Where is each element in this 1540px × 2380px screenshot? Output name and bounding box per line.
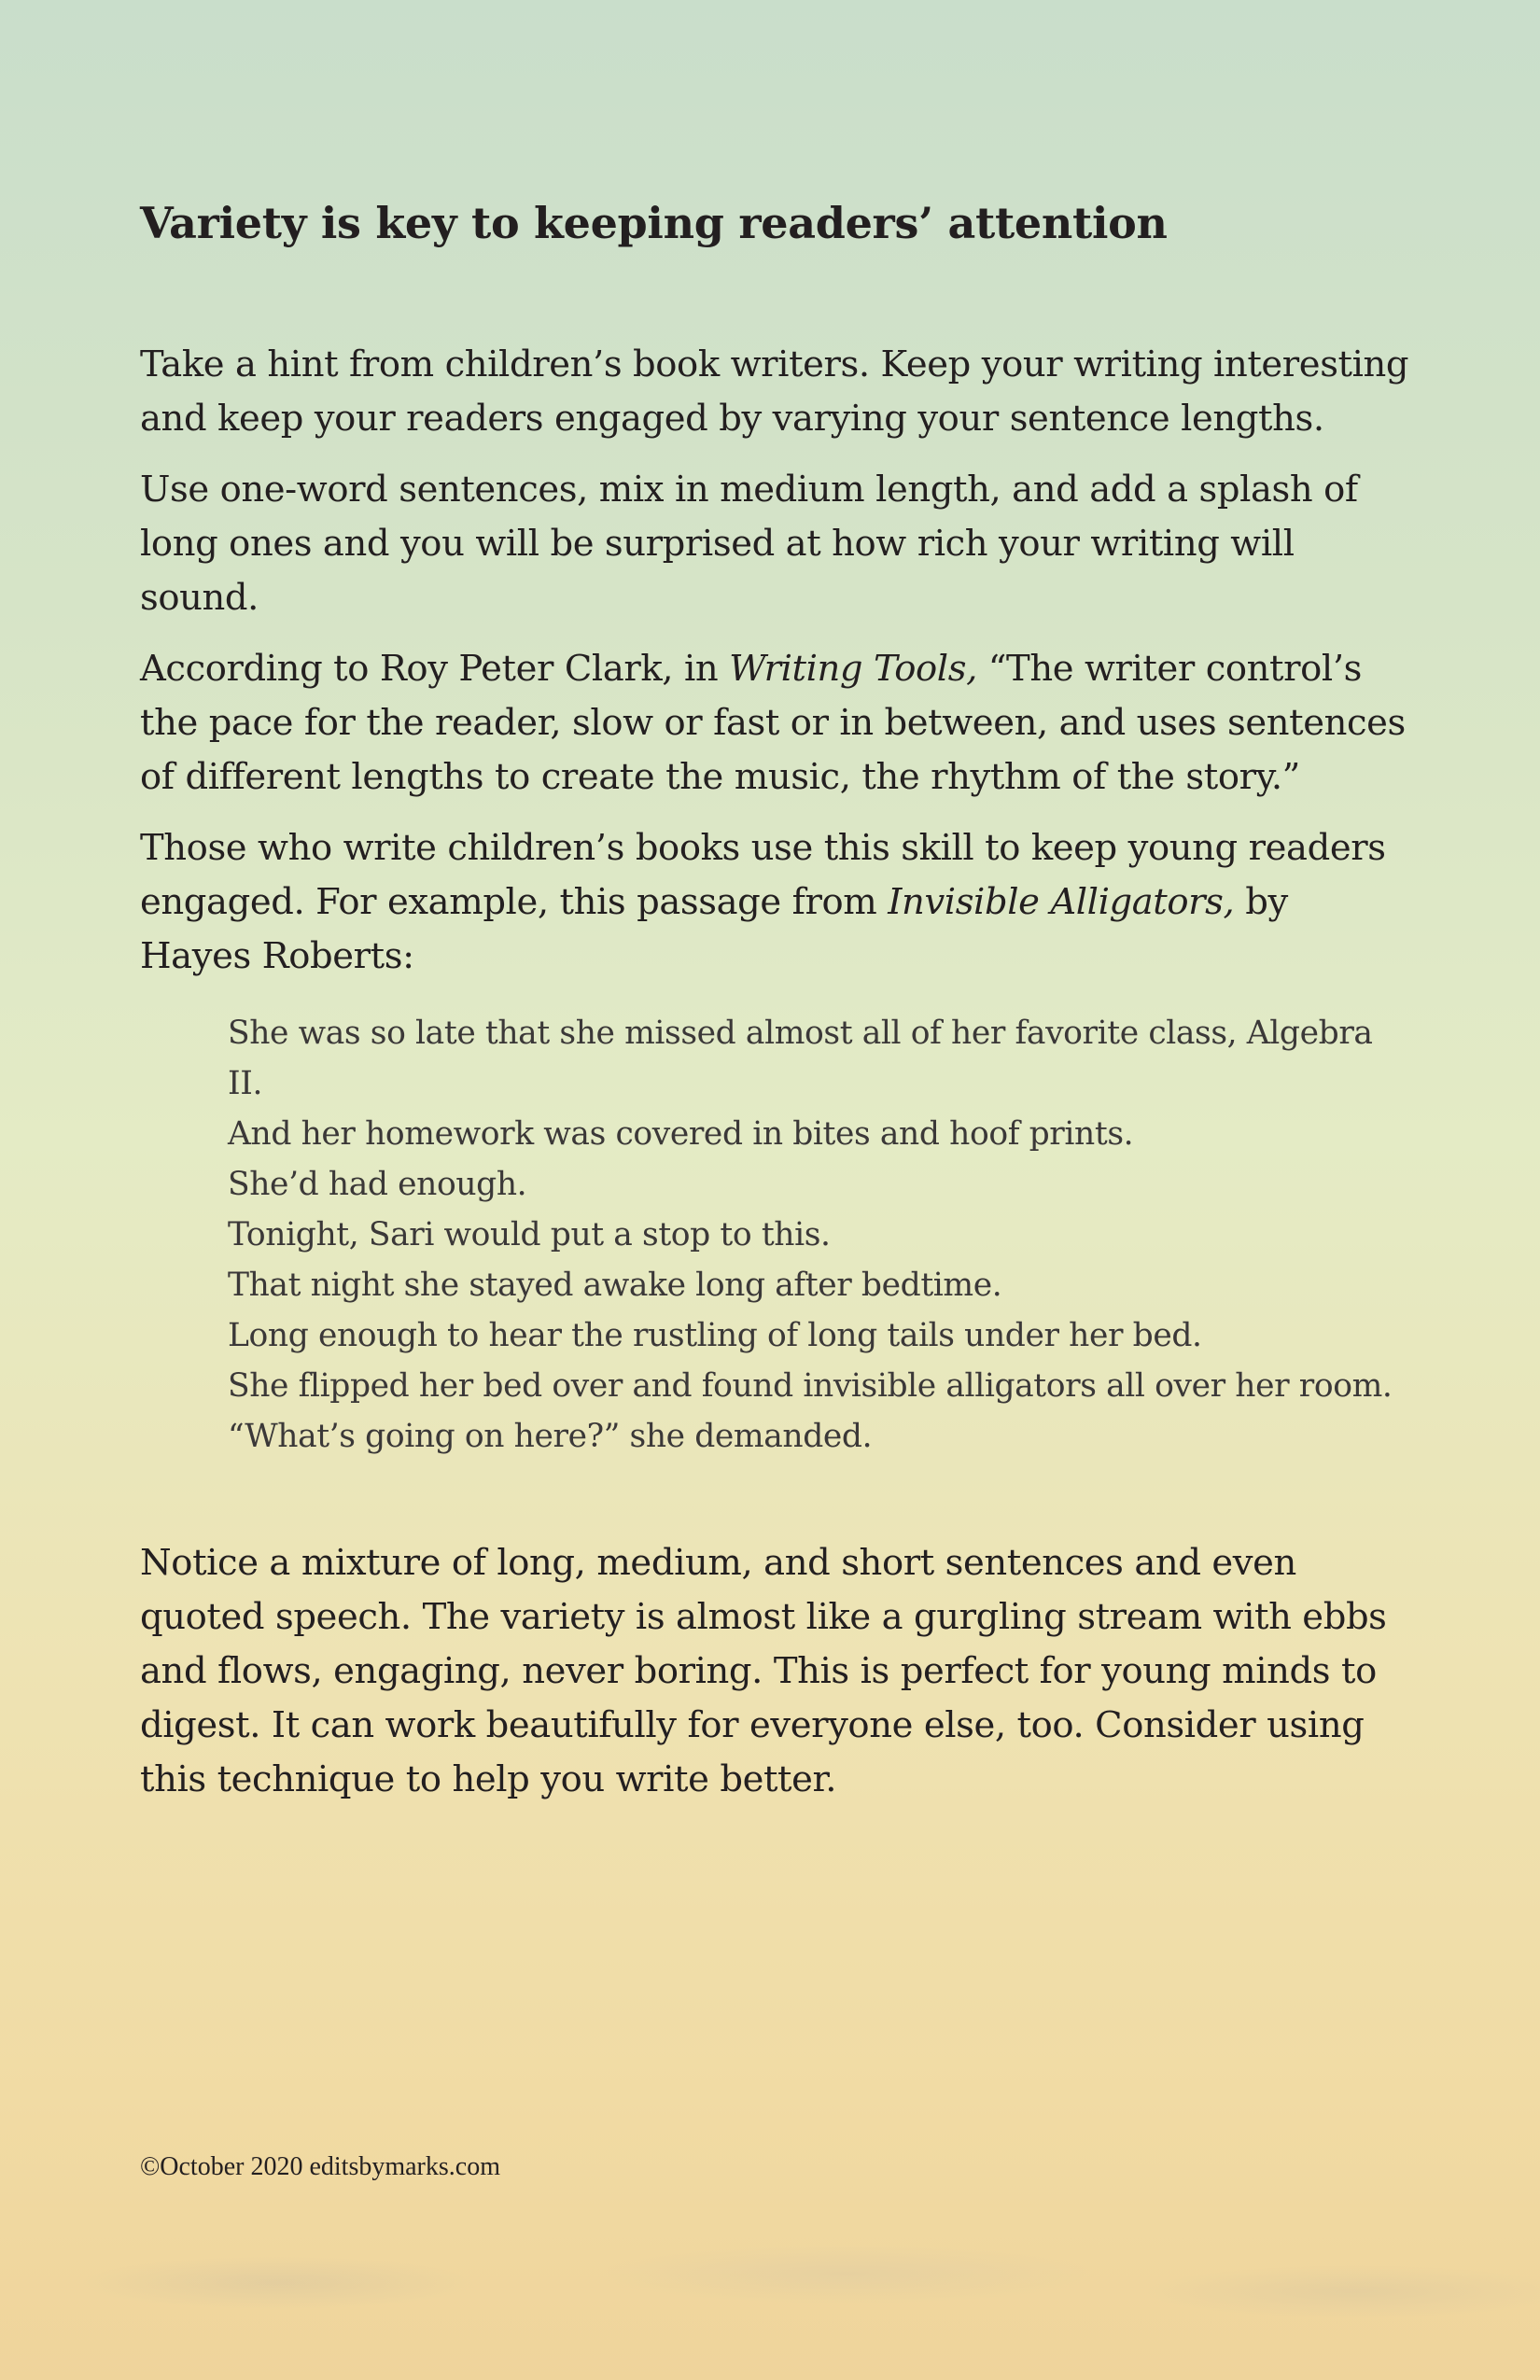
- quote-line: She flipped her bed over and found invisible alligators all over her room.: [228, 1367, 1393, 1405]
- paragraph-example-intro-after: by Hayes Roberts:: [140, 881, 1288, 977]
- quote-line: That night she stayed awake long after bedtime.: [228, 1267, 1002, 1304]
- book-title-writing-tools: Writing Tools,: [729, 648, 977, 690]
- quote-line: “What’s going on here?” she demanded.: [228, 1418, 873, 1455]
- paragraph-sentence-mix: Use one-word sentences, mix in medium length, and add a splash of long ones and you will be surprised at how rich your writing will sound.: [140, 469, 1358, 619]
- paragraph-clark-quote-after: “The writer control’s the pace for the reader, slow or fast or in between, and uses sentences of different lengths to create the music, the rhythm of the story.”: [140, 648, 1406, 798]
- page-title: Variety is key to keeping readers’ attention: [140, 198, 1168, 248]
- quote-line: She’d had enough.: [228, 1166, 527, 1203]
- paragraph-example-intro-before: Those who write children’s books use this skill to keep young readers engaged. For example, this passage from: [140, 827, 1386, 923]
- quote-line: Long enough to hear the rustling of long tails under her bed.: [228, 1317, 1202, 1354]
- block-quote: [228, 1008, 1409, 1462]
- background-haze: [0, 2203, 1540, 2380]
- book-title-invisible-alligators: Invisible Alligators,: [888, 881, 1235, 923]
- quote-line: Tonight, Sari would put a stop to this.: [228, 1216, 831, 1253]
- paragraph-example-intro: [140, 821, 1409, 984]
- paragraph-clark-quote-before: According to Roy Peter Clark, in: [140, 648, 730, 690]
- quote-line: And her homework was covered in bites and hoof prints.: [228, 1115, 1134, 1153]
- paragraph-intro: Take a hint from children’s book writers. Keep your writing interesting and keep your readers engaged by varying your sentence lengths.: [140, 343, 1409, 440]
- article: [140, 198, 1409, 1824]
- quote-line: She was so late that she missed almost all of her favorite class, Algebra II.: [228, 1015, 1373, 1102]
- copyright-footer: ©October 2020 editsbymarks.com: [140, 2152, 500, 2181]
- paragraph-conclusion: Notice a mixture of long, medium, and short sentences and even quoted speech. The variety is almost like a gurgling stream with ebbs and flows, engaging, never boring. This is perfect for young minds to digest. It can work beautifully for everyone else, too. Consider using this technique to help you write better.: [140, 1542, 1387, 1800]
- paragraph-clark-quote: [140, 642, 1409, 805]
